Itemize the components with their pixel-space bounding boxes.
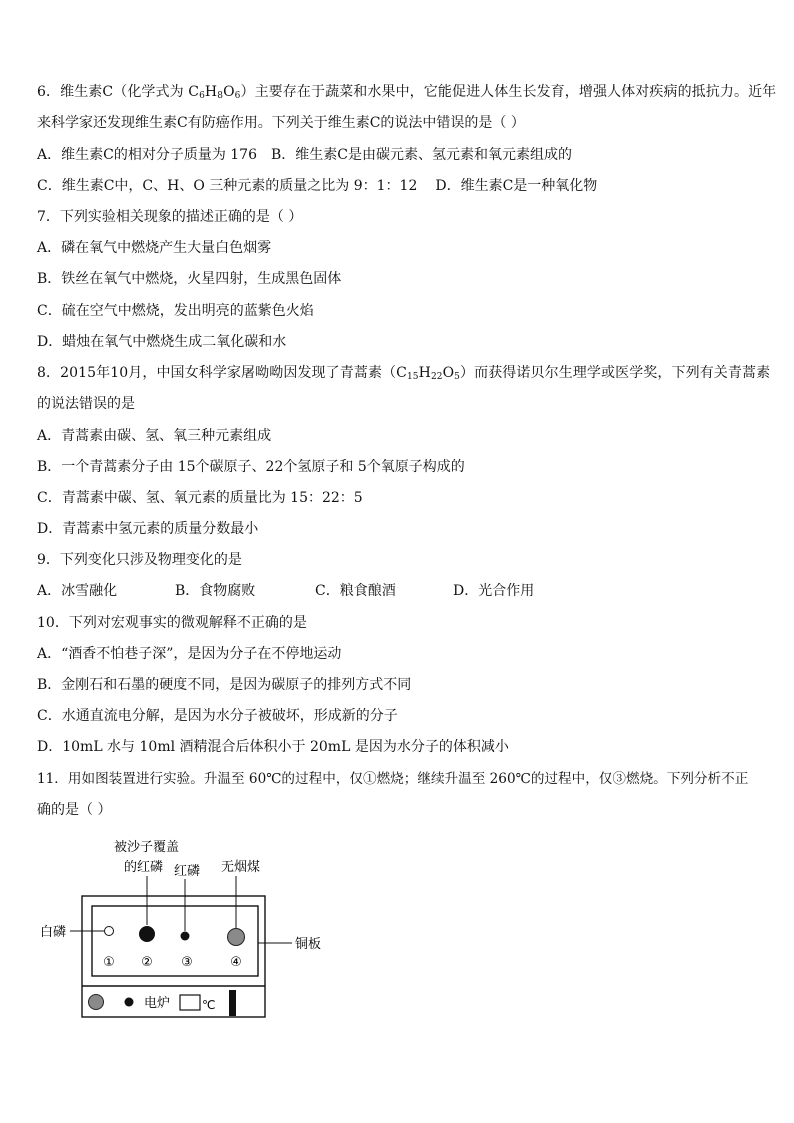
q10-option-c[interactable]: C．水通直流电分解，是因为水分子被破坏，形成新的分子 — [37, 708, 398, 724]
experiment-diagram — [30, 835, 350, 1025]
q8-option-b[interactable]: B．一个青蒿素分子由 15个碳原子、22个氢原子和 5个氧原子构成的 — [37, 459, 465, 475]
formula-sub: 5 — [454, 372, 460, 382]
stove-indicator-light — [125, 998, 134, 1007]
formula-sub: 8 — [217, 91, 224, 101]
sample-number-3: ③ — [181, 955, 193, 970]
q11-stem-line1: 11．用如图装置进行实验。升温至 60℃的过程中，仅①燃烧；继续升温至 260℃的过程中，仅③燃烧。下列分析不正 — [37, 771, 749, 787]
q8-stem-line1 — [37, 364, 770, 382]
temperature-display — [180, 995, 200, 1010]
q10-stem: 10．下列对宏观事实的微观解释不正确的是 — [37, 615, 307, 631]
label-anthracite: 无烟煤 — [221, 860, 261, 875]
q6-option-a[interactable]: A．维生素C的相对分子质量为 176 — [37, 147, 257, 163]
label-electric-stove: 电炉 — [144, 996, 171, 1011]
sample-number-1: ① — [103, 955, 115, 970]
q6-text: ）主要存在于蔬菜和水果中，它能促进人体生长发育，增强人体对疾病的抵抗力。近年 — [240, 84, 777, 100]
q8-option-a[interactable]: A．青蒿素由碳、氢、氧三种元素组成 — [37, 428, 272, 444]
q6-stem-line2: 来科学家还发现维生素C有防癌作用。下列关于维生素C的说法中错误的是（ ） — [37, 115, 525, 131]
experiment-diagram-svg — [30, 835, 350, 1025]
label-copper-plate: 铜板 — [295, 937, 322, 952]
q11-stem-line2: 确的是（ ） — [37, 802, 112, 818]
q6-options-cd — [37, 177, 597, 195]
formula-text: H — [418, 365, 431, 381]
q9-stem: 9．下列变化只涉及物理变化的是 — [37, 552, 242, 568]
label-sand-covered-line2: 的红磷 — [124, 860, 164, 875]
q6-options-ab — [37, 146, 572, 164]
q6-text: 6．维生素C（化学式为 C — [37, 84, 200, 100]
q7-option-b[interactable]: B．铁丝在氧气中燃烧，火星四射，生成黑色固体 — [37, 271, 342, 287]
q6-stem-line1 — [37, 83, 776, 101]
q10-option-d[interactable]: D．10mL 水与 10ml 酒精混合后体积小于 20mL 是因为水分子的体积减小 — [37, 739, 509, 755]
q10-option-b[interactable]: B．金刚石和石墨的硬度不同，是因为碳原子的排列方式不同 — [37, 677, 412, 693]
q9-option-b[interactable]: B．食物腐败 — [175, 583, 256, 599]
q6-option-d[interactable]: D．维生素C是一种氧化物 — [435, 178, 598, 194]
formula-text: O — [223, 84, 235, 100]
q10-option-a[interactable]: A．“酒香不怕巷子深”，是因为分子在不停地运动 — [37, 646, 342, 662]
q8-option-d[interactable]: D．青蒿素中氢元素的质量分数最小 — [37, 521, 259, 537]
q8-option-c[interactable]: C．青蒿素中碳、氢、氧元素的质量比为 15：22：5 — [37, 490, 363, 506]
sand-covered-red-phosphorus-sample — [139, 926, 155, 942]
formula-sub: 15 — [406, 372, 419, 382]
q9-option-d[interactable]: D．光合作用 — [453, 583, 535, 599]
white-phosphorus-sample — [105, 927, 114, 936]
q8-text: ）而获得诺贝尔生理学或医学奖，下列有关青蒿素 — [460, 365, 771, 381]
formula-sub: 6 — [234, 91, 241, 101]
q9-option-a[interactable]: A．冰雪融化 — [37, 583, 118, 599]
red-phosphorus-sample — [181, 932, 190, 941]
label-white-phosphorus: 白磷 — [40, 925, 67, 940]
q8-stem-line2: 的说法错误的是 — [37, 396, 135, 412]
formula-text: H — [204, 84, 218, 100]
q6-option-b[interactable]: B．维生素C是由碳元素、氢元素和氧元素组成的 — [271, 147, 572, 163]
q7-option-d[interactable]: D．蜡烛在氧气中燃烧生成二氧化碳和水 — [37, 334, 287, 350]
q7-stem: 7．下列实验相关现象的描述正确的是（ ） — [37, 209, 303, 225]
stove-knob — [89, 995, 104, 1010]
q9-option-c[interactable]: C．粮食酿酒 — [315, 583, 396, 599]
q7-option-c[interactable]: C．硫在空气中燃烧，发出明亮的蓝紫色火焰 — [37, 303, 314, 319]
q6-option-c[interactable]: C．维生素C中，C、H、O 三种元素的质量之比为 9：1：12 — [37, 178, 418, 194]
sample-number-2: ② — [141, 955, 153, 970]
label-sand-covered-line1: 被沙子覆盖 — [114, 840, 180, 855]
temperature-unit: ℃ — [202, 998, 216, 1012]
formula-sub: 22 — [430, 372, 443, 382]
sample-number-4: ④ — [230, 955, 242, 970]
stove-switch — [229, 990, 236, 1016]
q7-option-a[interactable]: A．磷在氧气中燃烧产生大量白色烟雾 — [37, 240, 272, 256]
formula-text: O — [442, 365, 455, 381]
formula-sub: 6 — [199, 91, 205, 101]
label-red-phosphorus: 红磷 — [174, 864, 201, 879]
anthracite-sample — [228, 929, 245, 946]
q8-text: 8．2015年10月，中国女科学家屠呦呦因发现了青蒿素（C — [37, 365, 407, 381]
